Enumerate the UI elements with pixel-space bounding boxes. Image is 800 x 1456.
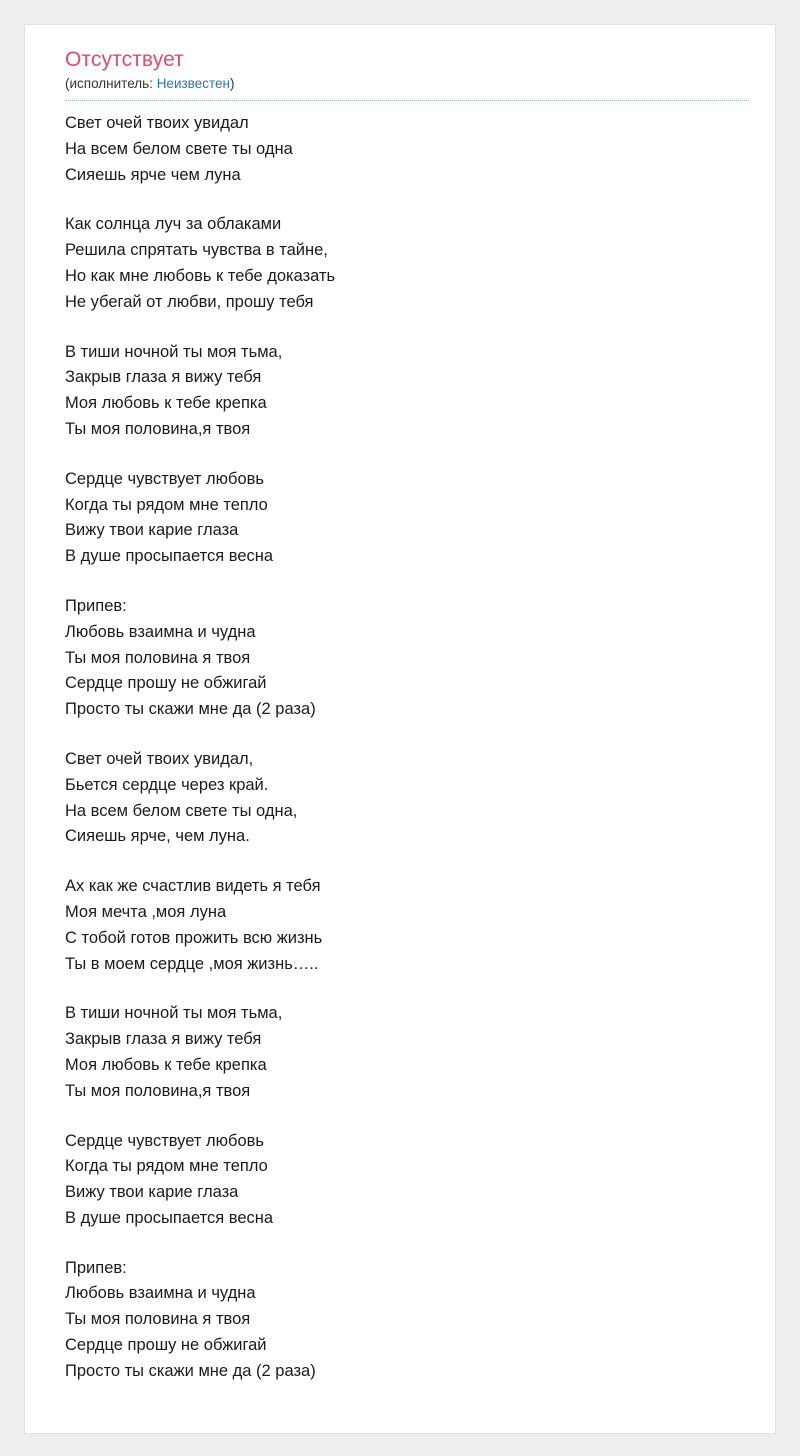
lyrics-line: Моя мечта ,моя луна	[65, 902, 227, 921]
lyrics-line: На всем белом свете ты одна,	[65, 801, 298, 820]
lyrics-stanza	[65, 467, 749, 570]
lyrics-line: Сердце чувствует любовь	[65, 1131, 265, 1150]
lyrics-line: Ты моя половина,я твоя	[65, 419, 251, 438]
lyrics-line: Не убегай от любви, прошу тебя	[65, 292, 314, 311]
lyrics-line: Сияешь ярче, чем луна.	[65, 827, 250, 846]
lyrics-line: Бьется сердце через край.	[65, 775, 269, 794]
lyrics-line: Припев:	[65, 596, 127, 615]
lyrics-line: Сердце прошу не обжигай	[65, 674, 267, 693]
lyrics-line: Свет очей твоих увидал,	[65, 749, 254, 768]
performer-link[interactable]: Неизвестен	[156, 76, 230, 91]
lyrics-line: Закрыв глаза я вижу тебя	[65, 368, 262, 387]
lyrics-stanza	[65, 1256, 749, 1385]
lyrics-stanza	[65, 212, 749, 315]
lyrics-line: Сияешь ярче чем луна	[65, 165, 241, 184]
lyrics-line: Когда ты рядом мне тепло	[65, 1157, 268, 1176]
lyrics-line: Припев:	[65, 1258, 127, 1277]
lyrics-stanza	[65, 340, 749, 443]
lyrics-line: Ты моя половина я твоя	[65, 1310, 251, 1329]
lyrics-line: Как солнца луч за облаками	[65, 215, 282, 234]
lyrics-line: Сердце чувствует любовь	[65, 469, 265, 488]
lyrics-line: Вижу твои карие глаза	[65, 521, 239, 540]
lyrics-line: В тиши ночной ты моя тьма,	[65, 1004, 283, 1023]
lyrics-line: В душе просыпается весна	[65, 547, 274, 566]
header-divider	[65, 100, 749, 101]
lyrics-line: В тиши ночной ты моя тьма,	[65, 342, 283, 361]
lyrics-text	[65, 111, 749, 1385]
performer-suffix-label: )	[229, 76, 235, 91]
lyrics-line: С тобой готов прожить всю жизнь	[65, 928, 323, 947]
lyrics-line: Когда ты рядом мне тепло	[65, 495, 268, 514]
lyrics-line: Свет очей твоих увидал	[65, 114, 249, 132]
lyrics-line: Моя любовь к тебе крепка	[65, 1055, 267, 1074]
lyrics-line: Любовь взаимна и чудна	[65, 622, 256, 641]
lyrics-line: Решила спрятать чувства в тайне,	[65, 241, 328, 260]
lyrics-line: Просто ты скажи мне да (2 раза)	[65, 700, 316, 719]
lyrics-line: Любовь взаимна и чудна	[65, 1284, 256, 1303]
lyrics-stanza	[65, 874, 749, 977]
lyrics-line: Но как мне любовь к тебе доказать	[65, 266, 336, 285]
lyrics-line: Ты моя половина,я твоя	[65, 1081, 251, 1100]
lyrics-line: На всем белом свете ты одна	[65, 139, 293, 158]
lyrics-stanza	[65, 1001, 749, 1104]
lyrics-line: Ах как же счастлив видеть я тебя	[65, 877, 321, 896]
lyrics-line: Сердце прошу не обжигай	[65, 1336, 267, 1355]
performer-line	[65, 75, 749, 93]
lyrics-stanza	[65, 1129, 749, 1232]
lyrics-stanza	[65, 111, 749, 188]
lyrics-line: Ты моя половина я твоя	[65, 648, 251, 667]
lyrics-line: Моя любовь к тебе крепка	[65, 394, 267, 413]
lyrics-line: В душе просыпается весна	[65, 1208, 274, 1227]
page-title: Отсутствует	[65, 48, 184, 71]
lyrics-stanza	[65, 747, 749, 850]
lyrics-stanza	[65, 594, 749, 723]
lyrics-line: Закрыв глаза я вижу тебя	[65, 1030, 262, 1049]
lyrics-line: Ты в моем сердце ,моя жизнь…..	[65, 954, 319, 973]
lyrics-line: Просто ты скажи мне да (2 раза)	[65, 1361, 316, 1380]
performer-prefix-label: (исполнитель:	[65, 76, 157, 91]
lyrics-sheet	[24, 24, 776, 1434]
lyrics-line: Вижу твои карие глаза	[65, 1183, 239, 1202]
